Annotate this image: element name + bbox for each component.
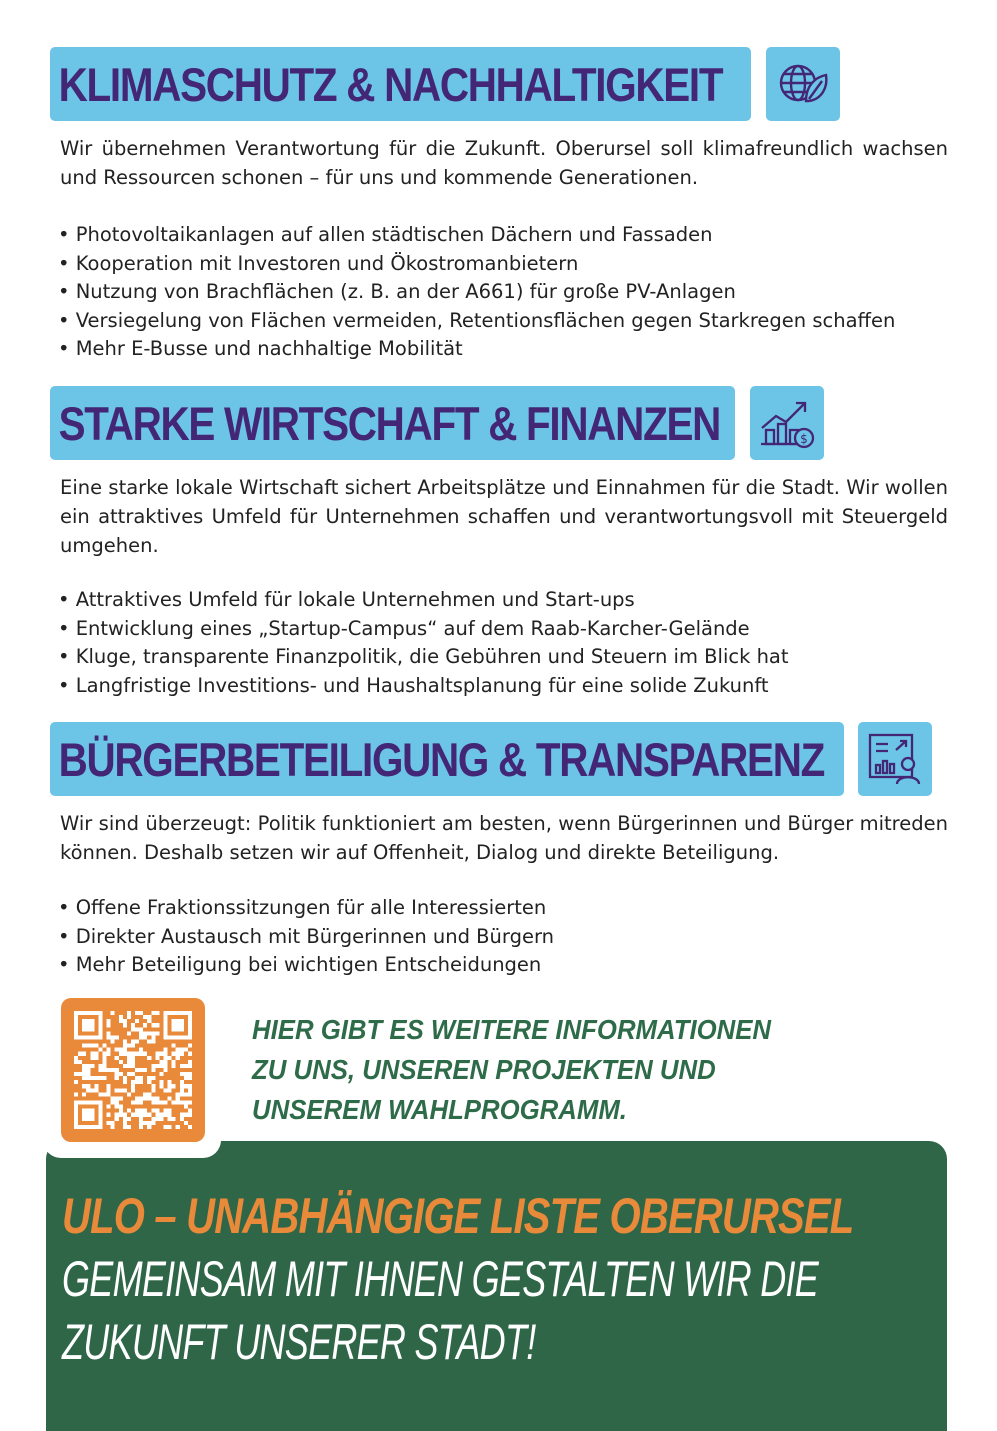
- bullet-list: [58, 221, 895, 364]
- section-title: KLIMASCHUTZ & NACHHALTIGKEIT: [58, 57, 723, 111]
- globe-leaf-icon: [766, 47, 840, 121]
- section-banner: [50, 47, 751, 121]
- qr-info-line: UNSEREM WAHLPROGRAMM.: [252, 1094, 627, 1125]
- footer-slogan-line-2: ZUKUNFT UNSERER STADT!: [62, 1314, 536, 1370]
- svg-text:$: $: [800, 432, 808, 446]
- section-title: STARKE WIRTSCHAFT & FINANZEN: [58, 396, 721, 450]
- list-item: • Kooperation mit Investoren und Ökostromanbietern: [58, 250, 895, 279]
- footer-slogan-line-1: GEMEINSAM MIT IHNEN GESTALTEN WIR DIE: [62, 1251, 819, 1307]
- presentation-person-icon: [858, 722, 932, 796]
- growth-chart-coin-icon: [750, 386, 824, 460]
- section-intro: Wir sind überzeugt: Politik funktioniert am besten, wenn Bürgerinnen und Bürger mitreden können. Deshalb setzen wir auf Offenheit, Dialog und direkte Beteiligung.: [60, 812, 948, 864]
- list-item: • Kluge, transparente Finanzpolitik, die Gebühren und Steuern im Blick hat: [58, 643, 789, 672]
- qr-code-icon[interactable]: [61, 998, 205, 1142]
- list-item: • Entwicklung eines „Startup-Campus“ auf dem Raab-Karcher-Gelände: [58, 615, 789, 644]
- list-item: • Mehr E-Busse und nachhaltige Mobilität: [58, 335, 895, 364]
- footer-panel: [46, 1141, 947, 1431]
- bullet-list: [58, 586, 789, 700]
- section-title: BÜRGERBETEILIGUNG & TRANSPARENZ: [58, 732, 825, 786]
- list-item: • Attraktives Umfeld für lokale Unternehmen und Start-ups: [58, 586, 789, 615]
- list-item: • Photovoltaikanlagen auf allen städtischen Dächern und Fassaden: [58, 221, 895, 250]
- section-intro: Eine starke lokale Wirtschaft sichert Arbeitsplätze und Einnahmen für die Stadt. Wir wollen ein attraktives Umfeld für Unternehmen schaffen und verantwortungsvoll mit Steuergeld umgehen.: [60, 476, 948, 557]
- list-item: • Langfristige Investitions- und Haushaltsplanung für eine solide Zukunft: [58, 672, 789, 701]
- section-banner: [50, 386, 735, 460]
- qr-info-text: [252, 1010, 804, 1130]
- list-item: • Mehr Beteiligung bei wichtigen Entscheidungen: [58, 951, 554, 980]
- list-item: • Versiegelung von Flächen vermeiden, Retentionsflächen gegen Starkregen schaffen: [58, 307, 895, 336]
- list-item: • Nutzung von Brachflächen (z. B. an der A661) für große PV-Anlagen: [58, 278, 895, 307]
- footer-title: ULO – UNABHÄNGIGE LISTE OBERURSEL: [62, 1188, 854, 1244]
- qr-code-frame: [43, 990, 221, 1158]
- bullet-list: [58, 894, 554, 980]
- list-item: • Offene Fraktionssitzungen für alle Interessierten: [58, 894, 554, 923]
- qr-info-line: ZU UNS, UNSEREN PROJEKTEN UND: [252, 1054, 716, 1085]
- section-banner: [50, 722, 844, 796]
- qr-info-line: HIER GIBT ES WEITERE INFORMATIONEN: [252, 1014, 772, 1045]
- list-item: • Direkter Austausch mit Bürgerinnen und Bürgern: [58, 923, 554, 952]
- section-intro: Wir übernehmen Verantwortung für die Zukunft. Oberursel soll klimafreundlich wachsen und Ressourcen schonen – für uns und kommende Generationen.: [60, 137, 948, 189]
